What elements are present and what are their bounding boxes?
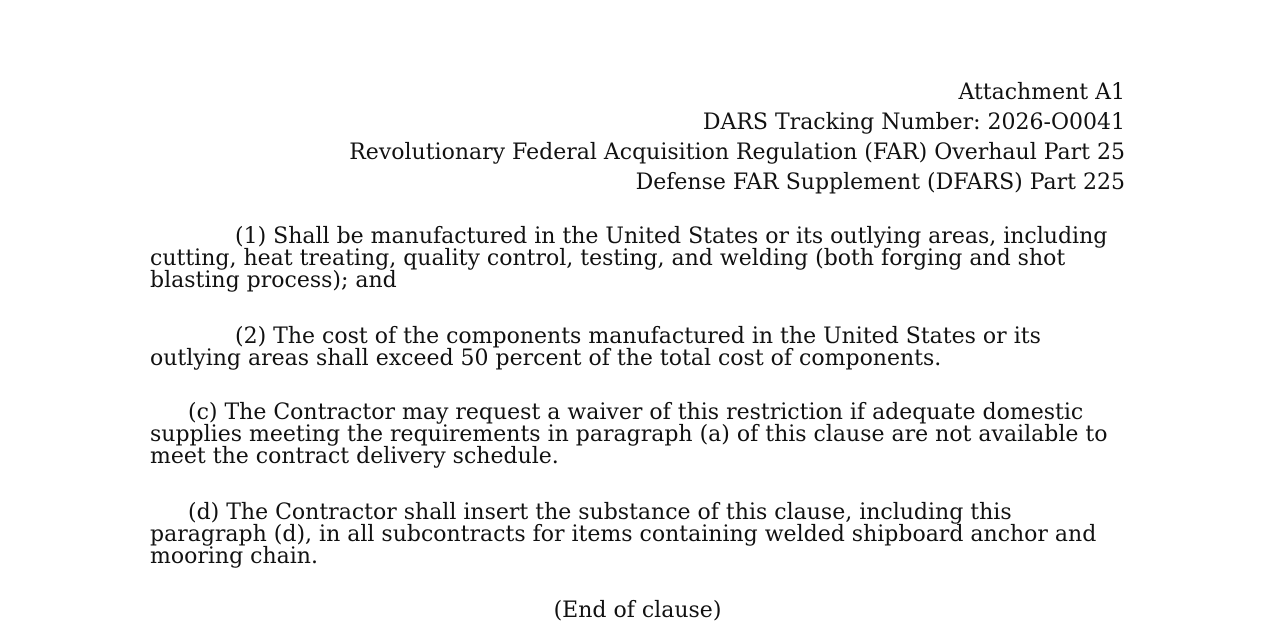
paragraph-line: supplies meeting the requirements in paragraph (a) of this clause are not available to [150, 422, 1108, 447]
paragraph-line: (1) Shall be manufactured in the United States or its outlying areas, including [235, 224, 1108, 249]
dfars-part-title: Defense FAR Supplement (DFARS) Part 225 [635, 170, 1125, 195]
paragraph-line: cutting, heat treating, quality control, testing, and welding (both forging and shot [150, 246, 1066, 271]
paragraph-line: (d) The Contractor shall insert the substance of this clause, including this [188, 500, 1012, 525]
paragraph-line: mooring chain. [150, 544, 318, 569]
paragraph-line: blasting process); and [150, 268, 397, 293]
document-header [349, 78, 1125, 198]
paragraph-b1 [150, 226, 1110, 292]
attachment-label: Attachment A1 [958, 80, 1125, 105]
paragraph-line: meet the contract delivery schedule. [150, 444, 559, 469]
paragraph-b2 [150, 326, 1110, 370]
paragraph-line: (c) The Contractor may request a waiver of this restriction if adequate domestic [188, 400, 1084, 425]
end-of-clause: (End of clause) [553, 598, 722, 623]
paragraph-line: outlying areas shall exceed 50 percent of the total cost of components. [150, 346, 942, 371]
far-part-title: Revolutionary Federal Acquisition Regulation (FAR) Overhaul Part 25 [349, 140, 1125, 165]
paragraph-line: paragraph (d), in all subcontracts for items containing welded shipboard anchor and [150, 522, 1097, 547]
paragraph-c [150, 402, 1110, 468]
dars-tracking-number: DARS Tracking Number: 2026-O0041 [702, 110, 1125, 135]
paragraph-d [150, 502, 1110, 568]
paragraph-line: (2) The cost of the components manufactured in the United States or its [235, 324, 1041, 349]
